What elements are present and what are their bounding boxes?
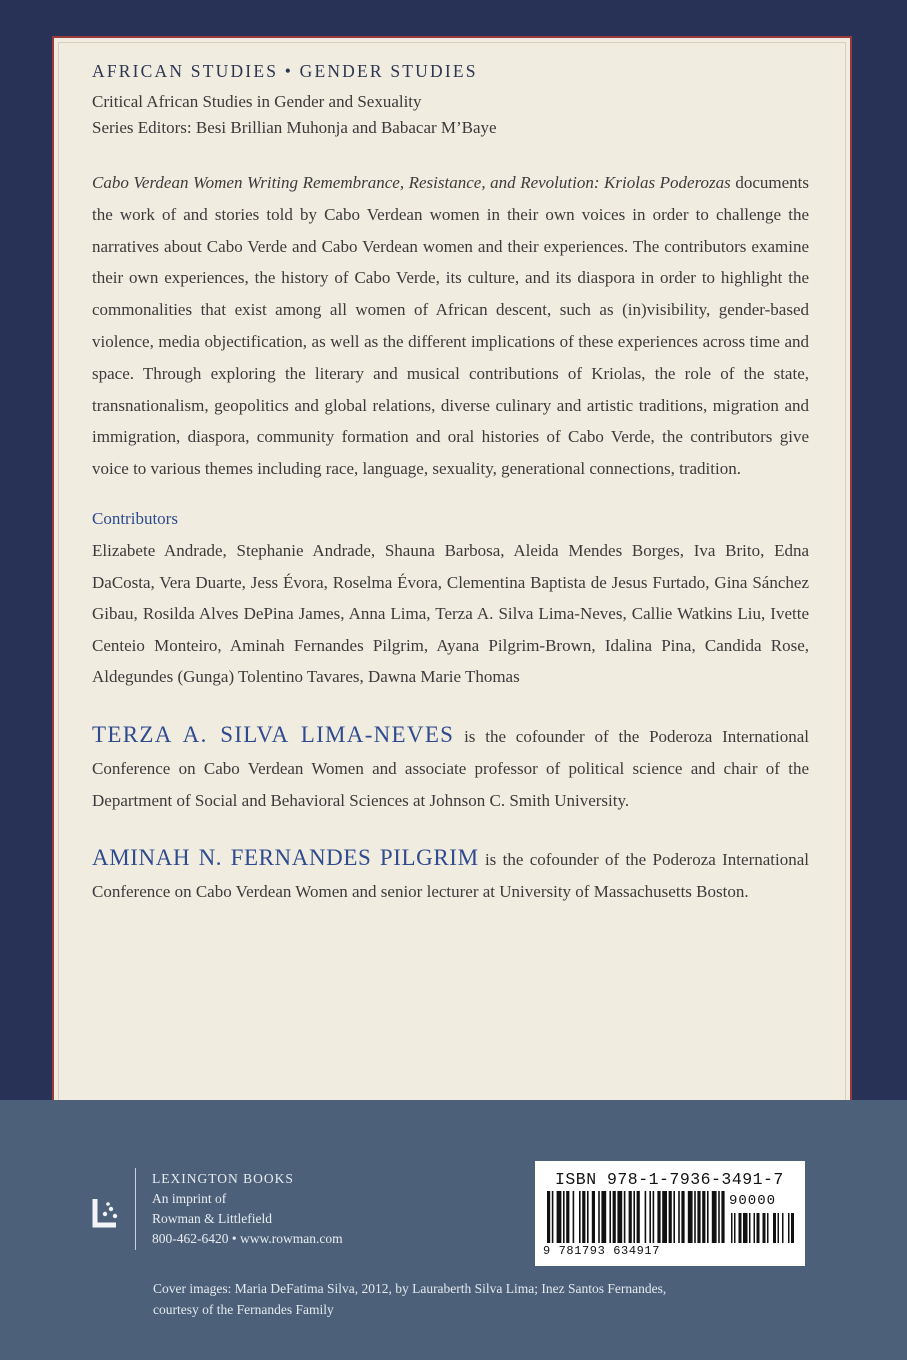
barcode-digits: 9 781793 634917 bbox=[543, 1244, 661, 1258]
publisher-divider bbox=[135, 1168, 136, 1250]
isbn-barcode bbox=[535, 1161, 805, 1266]
description-body: documents the work of and stories told by Cabo Verdean women in their own voices in order to challenge the narratives about Cabo Verde and Cabo Verdean women and their experiences. The contributors examine their own experiences, the history of Cabo Verde, its culture, and its diaspora in order to highlight the commonalities that exist among all women of African descent, such as (in)visibility, gender-based violence, media objectification, as well as the different implications of these experiences across time and space. Through exploring the literary and musical contributions of Kriolas, the role of the state, transnationalism, geopolitics and global relations, diverse culinary and artistic traditions, migration and immigration, diaspora, community formation and oral histories of Cabo Verde, the contributors give voice to various themes including race, language, sexuality, generational connections, tradition. bbox=[92, 173, 810, 479]
book-title: Cabo Verdean Women Writing Remembrance, Resistance, and Revolution: Kriolas Poderozas bbox=[92, 173, 731, 192]
series-name: Critical African Studies in Gender and Sexuality bbox=[92, 92, 422, 111]
publisher-block bbox=[92, 1168, 392, 1250]
publisher-imprint: An imprint of bbox=[152, 1191, 227, 1206]
contributors-list: Elizabete Andrade, Stephanie Andrade, Shauna Barbosa, Aleida Mendes Borges, Iva Brito, Edna DaCosta, Vera Duarte, Jess Évora, Roselma Évora, Clementina Baptista de Jesus Furtado, Gina Sánchez Gibau, Rosilda Alves DePina James, Anna Lima, Terza A. Silva Lima-Neves, Callie Watkins Liu, Ivette Centeio Monteiro, Aminah Fernandes Pilgrim, Ayana Pilgrim-Brown, Idalina Pina, Candida Rose, Aldegundes (Gunga) Tolentino Tavares, Dawna Marie Thomas bbox=[92, 540, 809, 687]
series-subjects: AFRICAN STUDIES • GENDER STUDIES bbox=[92, 61, 478, 81]
publisher-contact: 800-462-6420 • www.rowman.com bbox=[152, 1231, 343, 1246]
isbn-label: ISBN 978-1-7936-3491-7 bbox=[555, 1170, 784, 1189]
editor-name-2: AMINAH N. FERNANDES PILGRIM bbox=[92, 845, 479, 871]
publisher-parent: Rowman & Littlefield bbox=[152, 1211, 272, 1226]
editor-bio-text-2: is the cofounder of the Poderoza International Conference on Cabo Verdean Women and senior lecturer at University of Massachusetts Boston. bbox=[92, 850, 809, 902]
contributors-heading: Contributors bbox=[92, 508, 178, 528]
publisher-name: LEXINGTON BOOKS bbox=[152, 1171, 294, 1186]
editor-bio-1 bbox=[92, 719, 809, 816]
price-code: 90000 bbox=[729, 1193, 777, 1209]
editor-bio-text-1: is the cofounder of the Poderoza International Conference on Cabo Verdean Women and associate professor of political science and chair of the Department of Social and Behavioral Sciences at Johnson C. Smith University. bbox=[92, 726, 809, 810]
series-editors: Series Editors: Besi Brillian Muhonja and Babacar M’Baye bbox=[92, 118, 497, 137]
editor-name-1: TERZA A. SILVA LIMA-NEVES bbox=[92, 721, 455, 747]
lexington-books-logo-icon bbox=[92, 1196, 120, 1228]
publisher-text bbox=[152, 1169, 343, 1249]
book-description bbox=[92, 167, 809, 485]
editor-bio-2 bbox=[92, 842, 809, 908]
barcode-bars bbox=[543, 1191, 795, 1245]
back-cover-content bbox=[92, 60, 809, 908]
cover-credits: Cover images: Maria DeFatima Silva, 2012, by Lauraberth Silva Lima; Inez Santos Fernandes, courtesy of the Fernandes Family bbox=[153, 1281, 667, 1317]
